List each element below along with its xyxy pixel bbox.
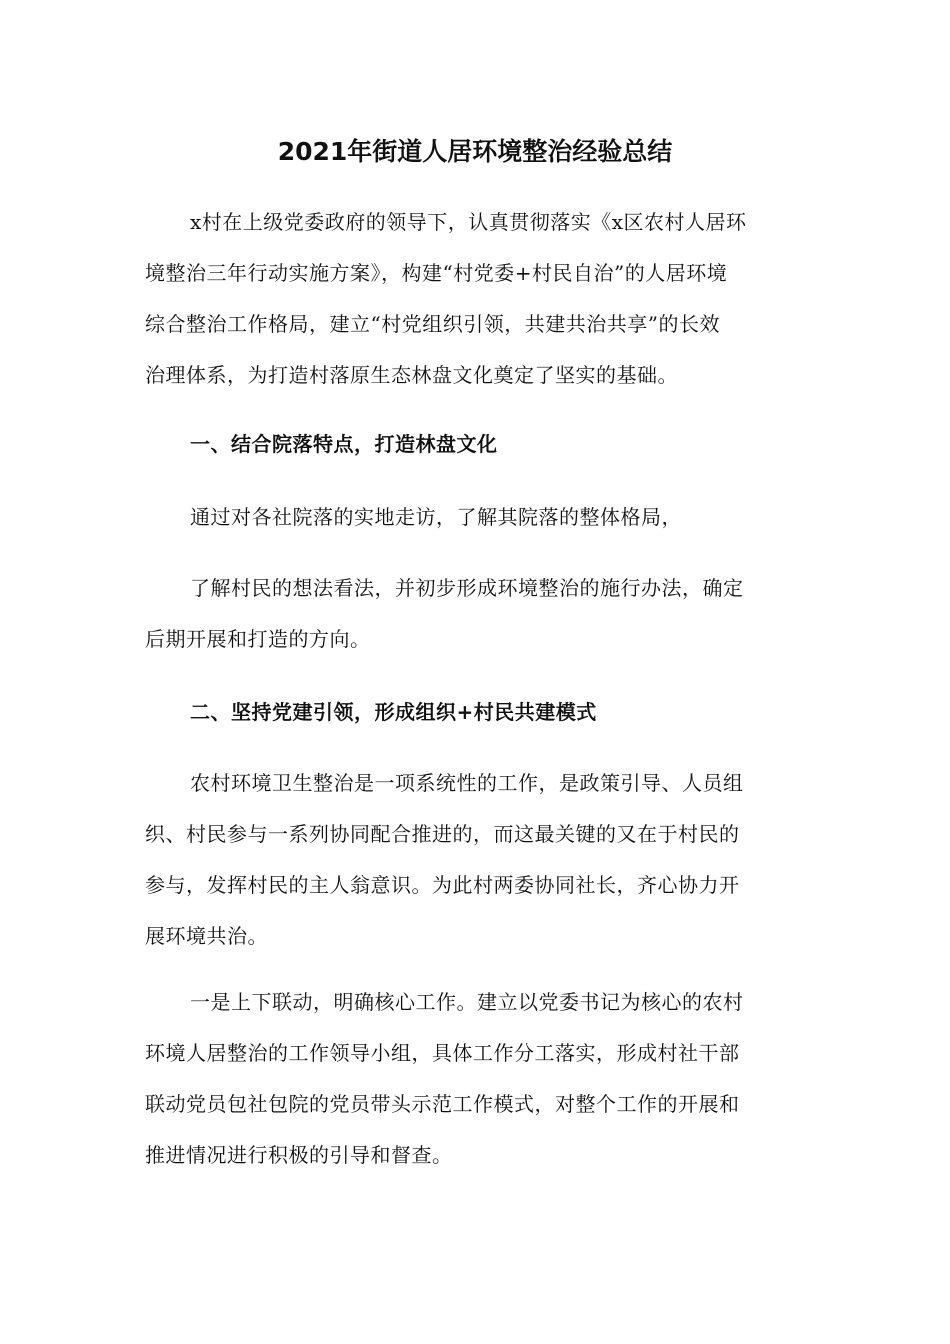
paragraph-line: 了解村民的想法看法，并初步形成环境整治的施行办法，确定 — [190, 576, 744, 600]
section1-paragraph-2 — [145, 571, 805, 673]
section2-paragraph-2 — [145, 985, 805, 1189]
paragraph-line: 后期开展和打造的方向。 — [145, 627, 371, 651]
paragraph-line: 农村环境卫生整治是一项系统性的工作，是政策引导、人员组 — [190, 771, 744, 795]
intro-paragraph — [145, 205, 805, 409]
paragraph-line: 通过对各社院落的实地走访，了解其院落的整体格局， — [190, 505, 682, 529]
section-heading-2: 二、坚持党建引领，形成组织+村民共建模式 — [190, 700, 597, 724]
paragraph-line: x村在上级党委政府的领导下，认真贯彻落实《x区农村人居环 — [190, 210, 747, 234]
section-heading-1: 一、结合院落特点，打造林盘文化 — [190, 432, 498, 456]
paragraph-line: 治理体系，为打造村落原生态林盘文化奠定了坚实的基础。 — [145, 363, 678, 387]
paragraph-line: 联动党员包社包院的党员带头示范工作模式，对整个工作的开展和 — [145, 1092, 740, 1116]
paragraph-line: 环境人居整治的工作领导小组，具体工作分工落实，形成村社干部 — [145, 1041, 740, 1065]
section1-paragraph-1 — [145, 500, 805, 551]
paragraph-line: 参与，发挥村民的主人翁意识。为此村两委协同社长，齐心协力开 — [145, 873, 740, 897]
paragraph-line: 推进情况进行积极的引导和督查。 — [145, 1143, 453, 1167]
paragraph-line: 一是上下联动，明确核心工作。建立以党委书记为核心的农村 — [190, 990, 744, 1014]
paragraph-line: 综合整治工作格局，建立“村党组织引领，共建共治共享”的长效 — [145, 312, 720, 336]
paragraph-line: 展环境共治。 — [145, 924, 268, 948]
document-title: 2021年街道人居环境整治经验总结 — [277, 137, 673, 166]
section2-paragraph-1 — [145, 766, 805, 970]
paragraph-line: 境整治三年行动实施方案》，构建“村党委+村民自治”的人居环境 — [145, 261, 728, 285]
paragraph-line: 织、村民参与一系列协同配合推进的，而这最关键的又在于村民的 — [145, 822, 740, 846]
